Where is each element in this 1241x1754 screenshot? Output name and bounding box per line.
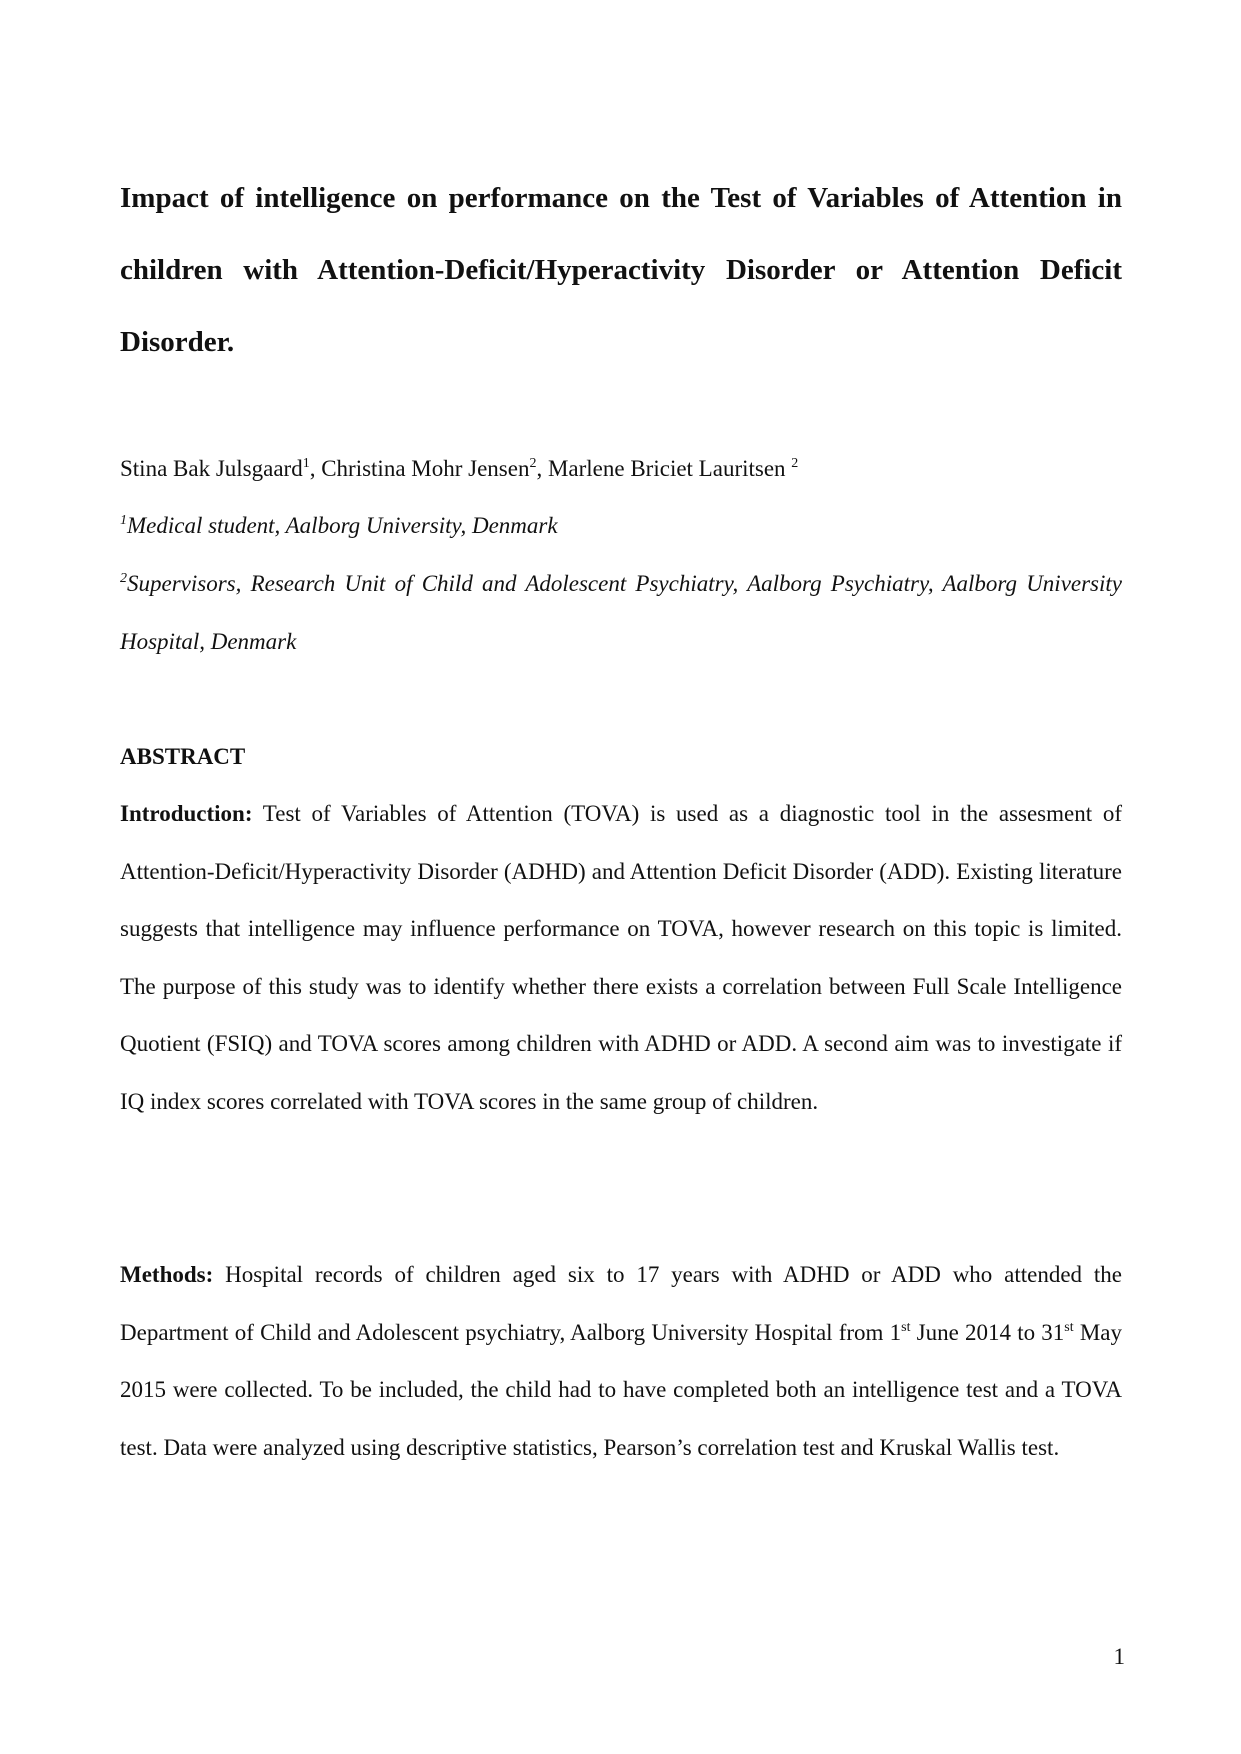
affiliation-2 [120,555,1122,671]
affiliation-mark: 2 [120,571,127,586]
affiliation-mark: 1 [120,513,127,528]
affiliation-text: Medical student, Aalborg University, Denmark [127,513,558,538]
ordinal-suffix: st [1064,1319,1074,1335]
affiliation-mark: 2 [791,456,799,471]
introduction-text: Test of Variables of Attention (TOVA) is used as a diagnostic tool in the assesment of Attention-Deficit/Hyperactivity Disorder (ADHD) and Attention Deficit Disorder (ADD). Existing literature suggests that intelligence may influence performance on TOVA, however research on this topic is limited. The purpose of this study was to identify whether there exists a correlation between Full Scale Intelligence Quotient (FSIQ) and TOVA scores among children with ADHD or ADD. A second aim was to investigate if IQ index scores correlated with TOVA scores in the same group of children. [120,801,1122,1114]
abstract-heading: ABSTRACT [120,744,246,769]
page-number: 1 [1113,1644,1125,1669]
introduction-paragraph [120,785,1122,1131]
author-separator: , [536,456,548,481]
affiliation-mark: 1 [302,456,310,471]
ordinal-suffix: st [901,1319,911,1335]
author-name: Christina Mohr Jensen [321,456,530,481]
methods-text: June 2014 to 31 [910,1319,1065,1345]
introduction-label: Introduction: [120,801,253,826]
author-name: Marlene Briciet Lauritsen [547,456,792,481]
author-name: Stina Bak Julsgaard [120,456,303,481]
affiliation-text: Supervisors, Research Unit of Child and Adolescent Psychiatry, Aalborg Psychiatry, Aalborg University Hospital, Denmark [120,571,1122,654]
methods-text: Hospital records of children aged six to 17 years with ADHD or ADD who attended the Department of Child and Adolescent psychiatry, Aalborg University Hospital from 1 [120,1262,1122,1345]
methods-label: Methods: [120,1262,214,1287]
paper-title: Impact of intelligence on performance on the Test of Variables of Attention in children with Attention-Deficit/Hyperactivity Disorder or Attention Deficit Disorder. [120,182,1122,358]
methods-text: May 2015 were collected. To be included, the child had to have completed both an intelligence test and a TOVA test. Data were analyzed using descriptive statistics, Pearson’s correlation test and Kruskal Wallis test. [120,1319,1122,1460]
methods-paragraph [120,1246,1122,1476]
affiliation-mark: 2 [529,456,537,471]
affiliation-1 [120,497,1122,555]
author-line [120,440,1122,498]
author-separator: , [309,456,322,481]
